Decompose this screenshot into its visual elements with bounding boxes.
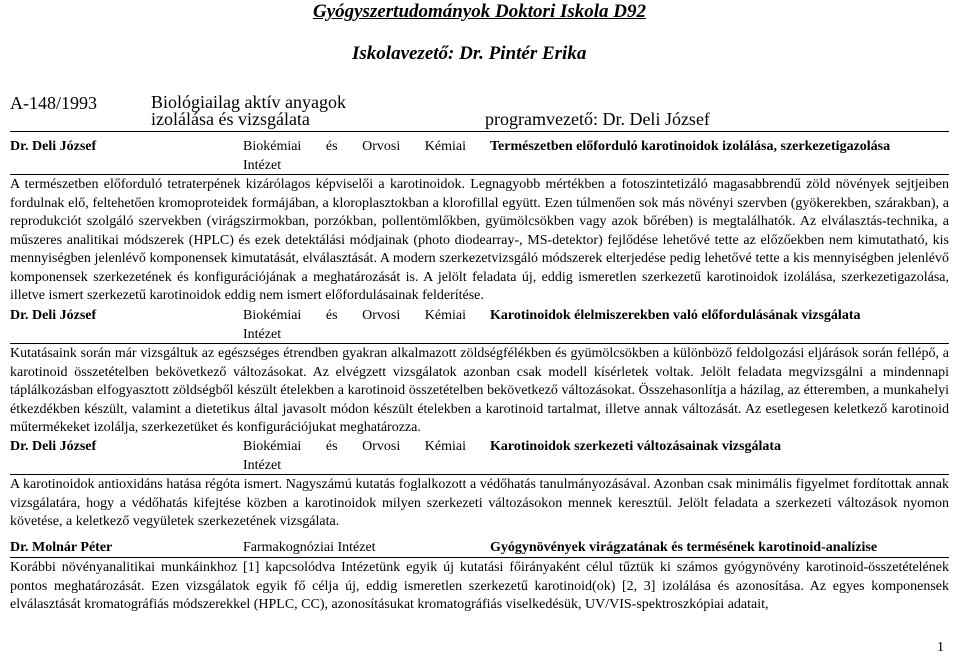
school-leader: Iskolavezető: Dr. Pintér Erika: [352, 43, 587, 64]
project-header: [10, 307, 949, 344]
project-leader: Dr. Deli József: [10, 439, 97, 454]
project-header: [10, 138, 949, 175]
project-description: A természetben előforduló tetraterpének kizárólagos képviselői a karotinoidok. Legnagyobb mértékben a fotoszintetizáló magasabbrendű zöld növények sejtjeiben fordulnak elő, feltehetően kromoproteidek formájában, a kloroplasztokban a klorofillal együtt. Ezen túlmenően sok más növényi szervben (gyökerekben, szárakban), a reprodukciót szolgáló szervekben (virágszirmokban, porzókban, pollentömlőkben, gyümölcsökben vagy azok bőrében) is megtalálhatók. Az elválasztás-technika, a műszeres analitikai módszerek (HPLC) és ezek detektálási módjainak (photo diodearray-, MS-detektor) fejlődése lehetővé tette az előzőekben nem kimutatható, kis mennyiségben jelenlévő komponensek kimutatását, elválasztását. A modern szerkezetvizsgáló módszerek elterjedése pedig lehetővé tette a kis mennyiségben jelenlévő komponensek szerkezetének és konfigurációjának a meghatározását is. A jelölt feladata új, eddig ismeretlen szerkezetű karotinoidok izolálása, szerkezetigazolása, illetve ismert szerkezetű karotinoidok eddig nem ismert előfordulásainak felderítése.: [10, 177, 949, 303]
project-description: A karotinoidok antioxidáns hatása régóta ismert. Nagyszámú kutatás foglalkozott a védőhatás tanulmányozásával. Azonban csak minimális figyelmet fordítottak annak vizsgálatára, hogy a védőhatás kifejtése közben a karotinoidok milyen szerkezeti változásokon mennek keresztül. Jelölt feladata a szerkezeti változások nyomon követése, a keletkező vegyületek szerkezetének vizsgálata.: [10, 477, 949, 529]
project-title: Karotinoidok szerkezeti változásainak vizsgálata: [490, 439, 781, 454]
header-divider: [10, 131, 949, 132]
project-leader: Dr. Molnár Péter: [10, 540, 113, 555]
project-header: [10, 438, 949, 475]
project-description: Kutatásaink során már vizsgáltuk az egészséges étrendben gyakran alkalmazott zöldségfélékben és gyümölcsökben a különböző feldolgozási eljárások során fellépő, a karotinoid összetételben bekövetkező változásokat. Az elvégzett vizsgálatok azonban csak modell kísérletek voltak. Jelölt feladata megvizsgálni a mindennapi táplálkozásban elfogyasztott zöldségből készült ételekben a karotinoid összetételben bekövetkező változásokat. Összehasonlítja a házilag, az étteremben, a munkahelyi étkezdékben készült, valamint a dietetikus által javasolt módon készült ételekben a karotinoid tartalmat, illetve annak változását. Az esetlegesen keletkező karotinoid műtermékeket izolálja, szerkezetüket és konfigurációjukat meghatározza.: [10, 346, 949, 435]
project-2: [10, 307, 949, 438]
project-leader: Dr. Deli József: [10, 308, 97, 323]
doctoral-school-title: Gyógyszertudományok Doktori Iskola D92: [312, 1, 647, 22]
project-institute: Biokémiai és Orvosi Kémiai Intézet: [243, 439, 466, 473]
project-institute: Biokémiai és Orvosi Kémiai Intézet: [243, 139, 466, 173]
page-number: 1: [937, 640, 944, 655]
project-title: Gyógynövények virágzatának és termésének karotinoid-analízise: [490, 540, 878, 555]
project-header: [10, 539, 949, 558]
project-institute: Farmakognóziai Intézet: [243, 540, 376, 555]
project-1: [10, 138, 949, 306]
project-institute: Biokémiai és Orvosi Kémiai Intézet: [243, 308, 466, 342]
project-leader: Dr. Deli József: [10, 139, 97, 154]
program-title: [151, 94, 346, 128]
project-title: Karotinoidok élelmiszerekben való előfordulásának vizsgálata: [490, 308, 861, 323]
project-4: [10, 539, 949, 615]
program-code: A-148/1993: [10, 93, 97, 113]
program-title-line2: izolálása és vizsgálata: [151, 109, 310, 129]
program-leader: programvezető: Dr. Deli József: [485, 109, 710, 129]
project-3: [10, 438, 949, 532]
program-title-line1: Biológiailag aktív anyagok: [151, 92, 346, 112]
project-title: Természetben előforduló karotinoidok izolálása, szerkezetigazolása: [490, 139, 891, 154]
project-description: Korábbi növényanalitikai munkáinkhoz [1] kapcsolódva Intézetünk egyik új kutatási főirányaként célul tűztük ki számos gyógynövény karotinoid-összetételének pontos meghatározását. Ezen vizsgálatok egyik fő célja új, eddig ismeretlen szerkezetű karotinoid(ok) [2, 3] izolálása és azonosítása. Az egyes komponensek elválasztását kromatográfiás módszerekkel (HPLC, CC), azonosításukat kromatográfiás viselkedésük, UV/VIS-spektroszkópiai adatait,: [10, 560, 949, 612]
